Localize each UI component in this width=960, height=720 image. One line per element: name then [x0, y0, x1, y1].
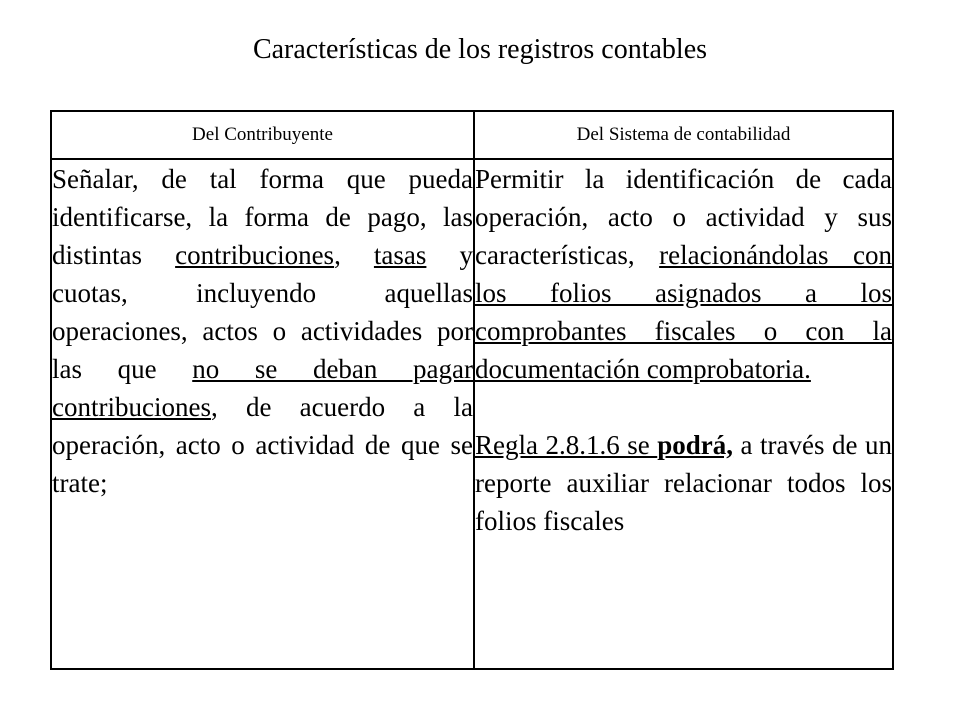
- contribuyente-paragraph: [52, 160, 473, 502]
- sistema-text-2: a través de un reporte auxiliar relacionar todos los folios fiscales: [475, 430, 892, 536]
- table-body-row: [51, 159, 893, 669]
- sistema-cell: [474, 159, 893, 669]
- podra-bold-underlined: podrá,: [657, 430, 734, 460]
- sistema-paragraph-2: [475, 426, 892, 540]
- page-title: Características de los registros contables: [252, 34, 708, 65]
- sistema-text-1: Permitir la identificación de cada operación, acto o actividad y sus características,: [475, 164, 892, 270]
- no-pagar-underlined: no se deban pagar contribuciones: [52, 354, 473, 422]
- contribuciones-underlined: contribuciones: [175, 240, 335, 270]
- contribuyente-text-2: ,: [334, 240, 374, 270]
- contribuyente-cell: [51, 159, 474, 669]
- contribuyente-text-1: Señalar, de tal forma que pueda identificarse, la forma de pago, las distintas: [52, 164, 473, 270]
- tasas-underlined: tasas: [373, 240, 427, 270]
- contribuyente-text-4: , de acuerdo a la operación, acto o actividad de que se trate;: [52, 392, 473, 498]
- header-sistema-contabilidad: Del Sistema de contabilidad: [474, 111, 893, 159]
- characteristics-table: [50, 110, 894, 670]
- folios-underlined: relacionándolas con los folios asignados a los comprobantes fiscales o con la documentación comprobatoria.: [475, 240, 893, 384]
- sistema-paragraph-1: [475, 160, 892, 388]
- regla-underlined: Regla 2.8.1.6 se: [475, 430, 658, 460]
- header-contribuyente: Del Contribuyente: [51, 111, 474, 159]
- table-header-row: [51, 111, 893, 159]
- contribuyente-text-3: y cuotas, incluyendo aquellas operaciones, actos o actividades por las que: [52, 240, 473, 384]
